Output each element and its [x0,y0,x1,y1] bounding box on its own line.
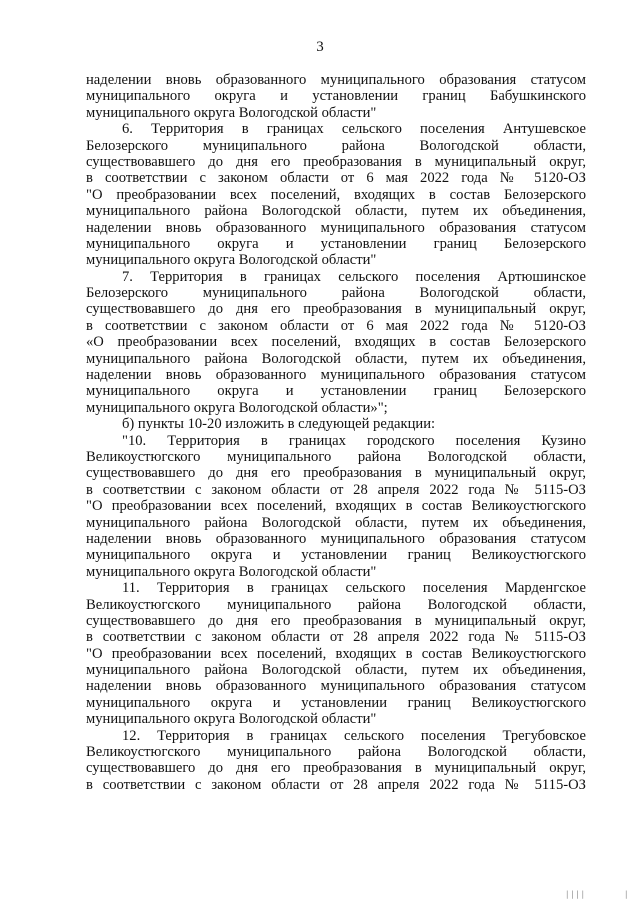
text-line: "10. Территория в границах городского поселения Кузино [122,432,586,449]
text-line: муниципального района Вологодской области, путем их объединения, [86,514,586,531]
text-line: 7. Территория в границах сельского поселения Артюшинское [122,268,586,285]
text-line: муниципального округа Вологодской области" [86,563,377,580]
scan-mark-icon: │ [624,891,630,899]
text-line: Великоустюгского муниципального района Вологодской области, [86,744,586,761]
text-line: муниципального округа Вологодской области»"; [86,399,388,416]
text-line: 11. Территория в границах сельского поселения Марденгское [122,580,586,597]
page-number: 3 [316,39,324,55]
text-line: "О преобразовании всех поселений, входящих в состав Великоустюгского [86,498,586,515]
text-line: наделении вновь образованного муниципального образования статусом [86,72,586,88]
text-line: муниципального района Вологодской области, путем их объединения, [86,350,586,367]
text-line: муниципального района Вологодской области, путем их объединения, [86,662,586,679]
text-line: муниципального округа и установлении границ Великоустюгского [86,547,586,564]
text-line: 6. Территория в границах сельского поселения Антушевское [122,121,586,138]
text-line: наделении вновь образованного муниципального образования статусом [86,678,586,695]
text-line: наделении вновь образованного муниципального образования статусом [86,367,586,384]
text-line: Великоустюгского муниципального района Вологодской области, [86,448,586,465]
text-line: существовавшего до дня его преобразования в муниципальный округ, [86,612,586,629]
text-line: существовавшего до дня его преобразования в муниципальный округ, [86,760,586,777]
text-line: в соответствии с законом области от 28 апреля 2022 года № 5115-ОЗ [86,776,586,793]
text-line: муниципального района Вологодской области, путем их объединения, [86,203,586,220]
text-line: муниципального округа и установлении границ Великоустюгского [86,694,586,711]
text-line: муниципального округа и установлении границ Бабушкинского [86,88,586,105]
text-line: существовавшего до дня его преобразования в муниципальный округ, [86,301,586,318]
text-line: Великоустюгского муниципального района Вологодской области, [86,596,586,613]
text-line: муниципального округа Вологодской области" [86,252,377,269]
scan-mark-icon: ││││ [565,891,586,899]
text-line: существовавшего до дня его преобразования в муниципальный округ, [86,153,586,170]
text-line: «О преобразовании всех поселений, входящих в состав Белозерского [86,334,586,351]
text-line: в соответствии с законом области от 6 мая 2022 года № 5120-ОЗ [86,170,586,187]
text-line: в соответствии с законом области от 28 апреля 2022 года № 5115-ОЗ [86,629,586,646]
text-line: 12. Территория в границах сельского поселения Трегубовское [122,727,586,744]
text-line: "О преобразовании всех поселений, входящих в состав Великоустюгского [86,645,586,662]
text-line: в соответствии с законом области от 28 апреля 2022 года № 5115-ОЗ [86,481,586,498]
text-line: муниципального округа Вологодской области" [86,711,377,728]
text-line: в соответствии с законом области от 6 мая 2022 года № 5120-ОЗ [86,317,586,334]
document-body [86,72,586,793]
text-line: б) пункты 10-20 изложить в следующей редакции: [122,416,436,433]
text-line: наделении вновь образованного муниципального образования статусом [86,530,586,547]
text-line: муниципального округа Вологодской области" [86,104,377,121]
text-line: муниципального округа и установлении границ Белозерского [86,383,586,400]
text-line: Белозерского муниципального района Вологодской области, [86,285,586,302]
text-line: муниципального округа и установлении границ Белозерского [86,235,586,252]
text-line: наделении вновь образованного муниципального образования статусом [86,219,586,236]
text-line: "О преобразовании всех поселений, входящих в состав Белозерского [86,186,586,203]
text-line: Белозерского муниципального района Вологодской области, [86,137,586,154]
text-line: существовавшего до дня его преобразования в муниципальный округ, [86,465,586,482]
